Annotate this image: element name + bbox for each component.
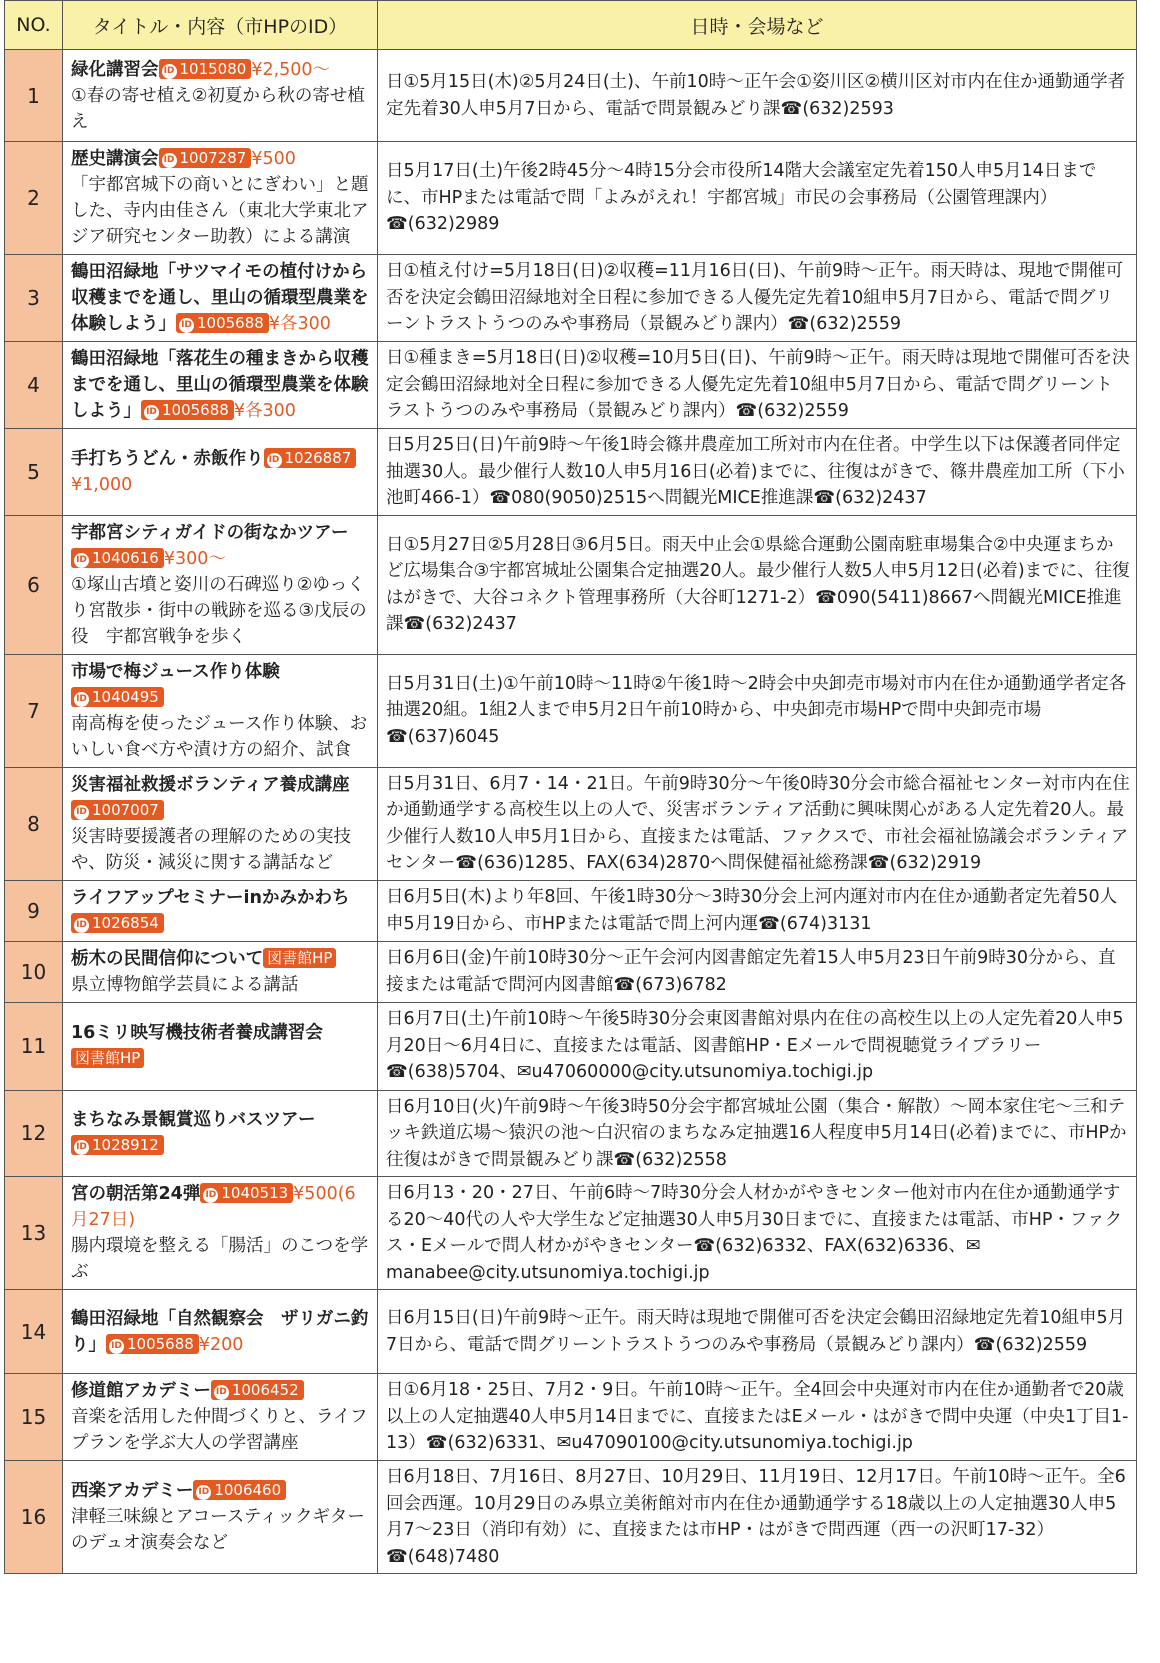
table-row	[5, 1461, 1137, 1574]
event-title: 栃木の民間信仰について	[71, 948, 264, 969]
id-icon: ID	[74, 1140, 89, 1155]
event-details: 日5月31日、6月7・14・21日。午前9時30分〜午後0時30分会市総合福祉センター対市内在住か通勤通学する高校生以上の人で、災害ボランティア活動に興味関心がある人定先着20人。最少催行人数10人申5月1日から、直接または電話、ファクスで、市社会福祉協議会ボランティアセンター☎(636)1285、FAX(634)2870へ問保健福祉総務課☎(632)2919	[378, 767, 1137, 880]
event-details: 日6月10日(火)午前9時〜午後3時50分会宇都宮城址公園（集合・解散）〜岡本家住宅〜三和テッキ鉄道広場〜猿沢の池〜白沢宿のまちなみ定抽選16人程度申5月14日(必着)までに、市HPか往復はがきで問景観みどり課☎(632)2558	[378, 1090, 1137, 1177]
header-info: 日時・会場など	[378, 1, 1137, 50]
event-title: 鶴田沼緑地「サツマイモの植付けから収穫までを通し、里山の循環型農業を体験しよう」	[71, 262, 369, 334]
id-number: 1007287	[179, 149, 247, 167]
id-badge[interactable]	[71, 800, 164, 820]
row-number: 10	[5, 941, 63, 1002]
id-icon: ID	[109, 1339, 124, 1354]
row-number: 7	[5, 654, 63, 767]
id-number: 1005688	[197, 314, 264, 332]
header-title: タイトル・内容（市HPのID）	[63, 1, 378, 50]
fee-label: ¥1,000	[71, 474, 133, 495]
title-cell	[63, 342, 378, 429]
title-cell	[63, 767, 378, 880]
row-number: 4	[5, 342, 63, 429]
row-number: 14	[5, 1290, 63, 1374]
id-badge[interactable]	[211, 1380, 304, 1400]
row-number: 11	[5, 1002, 63, 1090]
event-description: ①塚山古墳と姿川の石碑巡り②ゆっくり宮散歩・街中の戦跡を巡る③戊辰の役 宇都宮戦争を歩く	[71, 574, 367, 647]
id-badge[interactable]	[71, 548, 164, 568]
id-icon: ID	[144, 405, 159, 420]
id-badge[interactable]	[106, 1334, 199, 1354]
title-cell	[63, 1090, 378, 1177]
row-number: 3	[5, 255, 63, 342]
id-badge[interactable]	[159, 59, 252, 79]
event-title: 鶴田沼緑地「自然観察会 ザリガニ釣り」	[71, 1308, 369, 1355]
fee-label: ¥各300	[233, 401, 296, 421]
title-cell	[63, 515, 378, 654]
row-number: 12	[5, 1090, 63, 1177]
event-details: 日①6月18・25日、7月2・9日。午前10時〜正午。全4回会中央運対市内在住か通勤者で20歳以上の人定抽選40人申5月14日までに、直接またはEメール・はがきで問中央運（中央1丁目1-13）☎(632)6331、✉u47090100@city.utsunomiya.tochigi.jp	[378, 1374, 1137, 1461]
event-title: まちなみ景観賞巡りバスツアー	[71, 1110, 316, 1131]
event-description: 南高梅を使ったジュース作り体験、おいしい食べ方や漬け方の紹介、試食	[71, 713, 368, 760]
id-icon: ID	[267, 453, 282, 468]
table-row	[5, 941, 1137, 1002]
id-badge[interactable]	[71, 687, 164, 707]
row-number: 2	[5, 142, 63, 255]
table-row	[5, 1374, 1137, 1461]
header-no: NO.	[5, 1, 63, 50]
event-details: 日6月13・20・27日、午前6時〜7時30分会人材かがやきセンター他対市内在住か通勤通学する20〜40代の人や大学生など定抽選30人申5月30日までに、直接または電話、市HP・ファクス・Eメールで問人材かがやきセンター☎(632)6332、FAX(632)6336、✉manabee@city.utsunomiya.tochigi.jp	[378, 1177, 1137, 1290]
id-number: 1040495	[92, 687, 159, 706]
event-details: 日6月5日(木)より年8回、午後1時30分〜3時30分会上河内運対市内在住か通勤者定先着50人申5月19日から、市HPまたは電話で問上河内運☎(674)3131	[378, 880, 1137, 941]
id-badge[interactable]	[159, 148, 252, 168]
table-row	[5, 1002, 1137, 1090]
fee-label: ¥各300	[268, 314, 331, 334]
library-hp-badge[interactable]: 図書館HP	[71, 1048, 144, 1068]
table-row	[5, 654, 1137, 767]
event-title: 宮の朝活第24弾	[71, 1184, 201, 1204]
id-icon: ID	[162, 153, 177, 168]
fee-label: ¥500(6月27日)	[71, 1184, 356, 1230]
event-title: 緑化講習会	[71, 59, 159, 80]
row-number: 8	[5, 767, 63, 880]
header-row	[5, 1, 1137, 50]
id-icon: ID	[196, 1485, 211, 1500]
id-badge[interactable]	[200, 1183, 293, 1203]
table-row	[5, 255, 1137, 342]
row-number: 1	[5, 50, 63, 142]
table-row	[5, 1290, 1137, 1374]
title-cell	[63, 941, 378, 1002]
row-number: 6	[5, 515, 63, 654]
id-number: 1028912	[92, 1136, 159, 1155]
event-details: 日①種まき=5月18日(日)②収穫=10月5日(日)、午前9時〜正午。雨天時は現地で開催可否を決定会鶴田沼緑地対全日程に参加できる人優先定先着10組申5月7日から、電話で問グリーントラストうつのみや事務局（景観みどり課内）☎(632)2559	[378, 342, 1137, 429]
event-description: 「宇都宮城下の商いとにぎわい」と題した、寺内由佳さん（東北大学東北アジア研究センター助教）による講演	[71, 175, 369, 247]
title-cell	[63, 50, 378, 142]
row-number: 16	[5, 1461, 63, 1574]
event-details: 日5月25日(日)午前9時〜午後1時会篠井農産加工所対市内在住者。中学生以下は保護者同伴定抽選30人。最少催行人数10人申5月16日(必着)までに、往復はがきで、篠井農産加工所（下小池町466-1）☎080(9050)2515へ問観光MICE推進課☎(632)2437	[378, 429, 1137, 516]
id-icon: ID	[74, 553, 89, 568]
event-description: 津軽三味線とアコースティックギターのデュオ演奏会など	[71, 1507, 365, 1553]
fee-label: ¥500	[251, 149, 296, 169]
table-row	[5, 1177, 1137, 1290]
events-table	[4, 0, 1137, 1574]
id-number: 1026887	[284, 448, 352, 467]
id-badge[interactable]	[71, 1135, 164, 1155]
id-number: 1006460	[214, 1481, 282, 1499]
fee-label: ¥200	[198, 1334, 244, 1355]
id-badge[interactable]	[193, 1480, 286, 1500]
event-title: ライフアップセミナーinかみかわち	[71, 887, 350, 908]
id-icon: ID	[179, 318, 194, 333]
event-title: 西楽アカデミー	[71, 1481, 194, 1501]
title-cell	[63, 880, 378, 941]
title-cell	[63, 654, 378, 767]
id-number: 1005688	[127, 1334, 194, 1353]
title-cell	[63, 142, 378, 255]
event-details: 日5月17日(土)午後2時45分〜4時15分会市役所14階大会議室定先着150人申5月14日までに、市HPまたは電話で問「よみがえれ！宇都宮城」市民の会事務局（公園管理課内）☎(632)2989	[378, 142, 1137, 255]
table-row	[5, 515, 1137, 654]
id-number: 1007007	[92, 800, 159, 819]
id-badge[interactable]	[71, 913, 164, 933]
table-row	[5, 880, 1137, 941]
title-cell	[63, 1002, 378, 1090]
event-title: 手打ちうどん・赤飯作り	[71, 448, 264, 469]
event-details: 日①植え付け=5月18日(日)②収穫=11月16日(日)、午前9時〜正午。雨天時は、現地で開催可否を決定会鶴田沼緑地対全日程に参加できる人優先定先着10組申5月7日から、電話で問グリーントラストうつのみや事務局（景観みどり課内）☎(632)2559	[378, 255, 1137, 342]
id-number: 1026854	[92, 913, 159, 932]
event-details: 日5月31日(土)①午前10時〜11時②午後1時〜2時会中央卸売市場対市内在住か通勤通学者定各抽選20組。1組2人まで申5月2日午前10時から、中央卸売市場HPで問中央卸売市場☎(637)6045	[378, 654, 1137, 767]
event-description: 災害時要援護者の理解のための実技や、防災・減災に関する講話など	[71, 826, 351, 873]
id-icon: ID	[214, 1385, 229, 1400]
event-title: 修道館アカデミー	[71, 1381, 211, 1401]
id-icon: ID	[203, 1188, 218, 1203]
id-icon: ID	[74, 805, 89, 820]
table-row	[5, 342, 1137, 429]
row-number: 13	[5, 1177, 63, 1290]
title-cell	[63, 255, 378, 342]
title-cell	[63, 1290, 378, 1374]
id-icon: ID	[74, 918, 89, 933]
title-cell	[63, 1461, 378, 1574]
table-row	[5, 1090, 1137, 1177]
fee-label: ¥2,500〜	[251, 59, 331, 80]
event-details: 日①5月15日(木)②5月24日(土)、午前10時〜正午会①姿川区②横川区対市内在住か通勤通学者定先着30人申5月7日から、電話で問景観みどり課☎(632)2593	[378, 50, 1137, 142]
id-number: 1005688	[162, 401, 229, 419]
table-row	[5, 142, 1137, 255]
event-title: 16ミリ映写機技術者養成講習会	[71, 1023, 323, 1043]
event-title: 市場で梅ジュース作り体験	[71, 661, 280, 682]
title-cell	[63, 1374, 378, 1461]
row-number: 9	[5, 880, 63, 941]
table-row	[5, 429, 1137, 516]
event-description: 腸内環境を整える「腸活」のこつを学ぶ	[71, 1236, 369, 1282]
event-description: ①春の寄せ植え②初夏から秋の寄せ植え	[71, 85, 365, 132]
event-title: 宇都宮シティガイドの街なかツアー	[71, 522, 349, 543]
id-icon: ID	[74, 692, 89, 707]
event-description: 音楽を活用した仲間づくりと、ライフプランを学ぶ大人の学習講座	[71, 1407, 368, 1453]
id-number: 1006452	[231, 1381, 299, 1399]
event-details: 日6月18日、7月16日、8月27日、10月29日、11月19日、12月17日。午前10時〜正午。全6回会西運。10月29日のみ県立美術館対市内在住か通勤通学する18歳以上の人定抽選30人申5月7〜23日（消印有効）に、直接または市HP・はがきで問西運（西一の沢町17-32）☎(648)7480	[378, 1461, 1137, 1574]
event-title: 災害福祉救援ボランティア養成講座	[71, 774, 350, 795]
id-number: 1040513	[221, 1184, 289, 1202]
event-title: 歴史講演会	[71, 149, 159, 169]
table-row	[5, 50, 1137, 142]
event-details: 日6月7日(土)午前10時〜午後5時30分会東図書館対県内在住の高校生以上の人定先着20人申5月20日〜6月4日に、直接または電話、図書館HP・Eメールで問視聴覚ライブラリー☎(638)5704、✉u47060000@city.utsunomiya.tochigi.jp	[378, 1002, 1137, 1090]
fee-label: ¥300〜	[163, 548, 226, 569]
event-title: 鶴田沼緑地「落花生の種まきから収穫までを通し、里山の循環型農業を体験しよう」	[71, 349, 369, 421]
id-number: 1015080	[179, 59, 247, 78]
event-details: 日6月6日(金)午前10時30分〜正午会河内図書館定先着15人申5月23日午前9時30分から、直接または電話で問河内図書館☎(673)6782	[378, 941, 1137, 1002]
event-details: 日6月15日(日)午前9時〜正午。雨天時は現地で開催可否を決定会鶴田沼緑地定先着10組申5月7日から、電話で問グリーントラストうつのみや事務局（景観みどり課内）☎(632)2559	[378, 1290, 1137, 1374]
row-number: 5	[5, 429, 63, 516]
event-description: 県立博物館学芸員による講話	[71, 974, 299, 995]
id-number: 1040616	[92, 548, 159, 567]
table-row	[5, 767, 1137, 880]
title-cell	[63, 1177, 378, 1290]
row-number: 15	[5, 1374, 63, 1461]
event-details: 日①5月27日②5月28日③6月5日。雨天中止会①県総合運動公園南駐車場集合②中央運まちかど広場集合③宇都宮城址公園集合定抽選20人。最少催行人数5人申5月12日(必着)までに、往復はがきで、大谷コネクト管理事務所（大谷町1271-2）☎090(5411)8667へ問観光MICE推進課☎(632)2437	[378, 515, 1137, 654]
library-hp-badge[interactable]: 図書館HP	[263, 948, 336, 968]
id-badge[interactable]	[176, 313, 269, 333]
title-cell	[63, 429, 378, 516]
id-icon: ID	[162, 64, 177, 79]
id-badge[interactable]	[141, 400, 234, 420]
id-badge[interactable]	[264, 448, 357, 468]
